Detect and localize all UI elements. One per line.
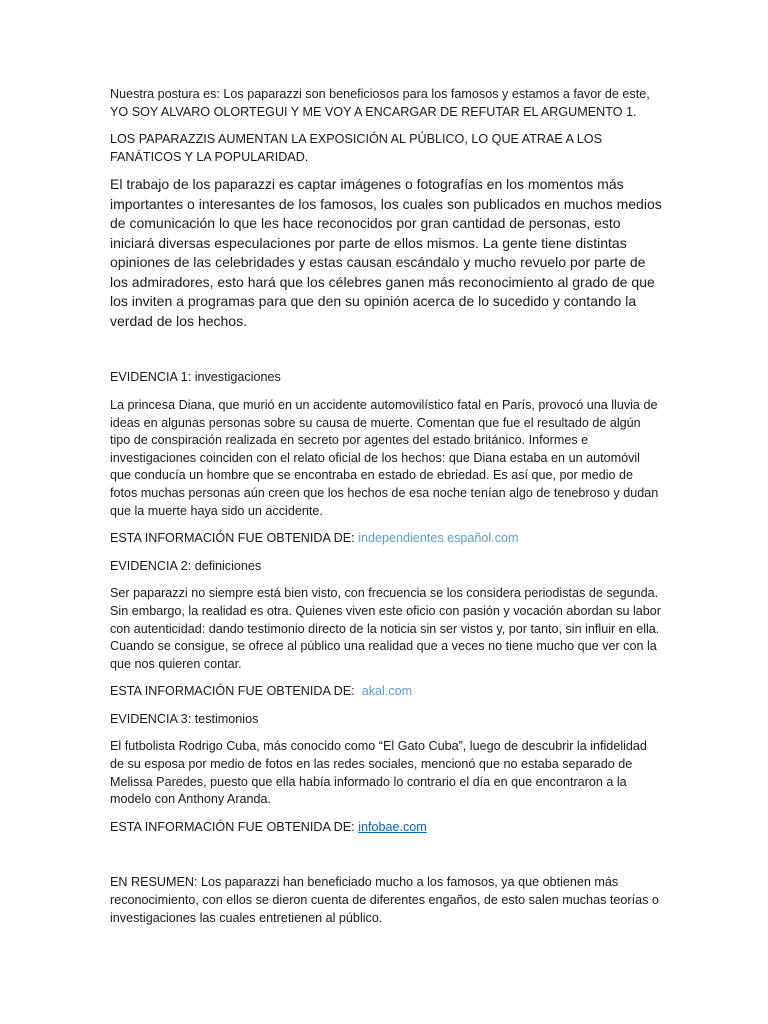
document-page bbox=[110, 86, 662, 927]
summary-paragraph: EN RESUMEN: Los paparazzi han beneficiado mucho a los famosos, ya que obtienen más reconocimiento, con ellos se dieron cuenta de diferentes engaños, de esto salen muchas teorías o investigaciones las cuales entretienen al público. bbox=[110, 875, 659, 925]
source-label: ESTA INFORMACIÓN FUE OBTENIDA DE: bbox=[110, 819, 355, 834]
intro-line-1: Nuestra postura es: Los paparazzi son beneficiosos para los famosos y estamos a favor de este, bbox=[110, 87, 650, 101]
evidence-1-body: La princesa Diana, que murió en un accidente automovilístico fatal en París, provocó una lluvia de ideas en algunas personas sobre su causa de muerte. Comentan que fue el resultado de algún tipo de conspiración realizada en secreto por agentes del estado británico. Informes e investigaciones coinciden con el relato oficial de los hechos: que Diana estaba en un automóvil que conducía un hombre que se encontraba en estado de ebriedad. Es así que, por medio de fotos muchas personas aún creen que los hechos de esa noche tenían algo de tenebroso y dudan que la muerte haya sido un accidente. bbox=[110, 397, 659, 518]
argument-body: El trabajo de los paparazzi es captar imágenes o fotografías en los momentos más importantes o interesantes de los famosos, los cuales son publicados en muchos medios de comunicación lo que les hace reconocidos por gran cantidad de personas, esto iniciará diversas especulaciones por parte de ellos mismos. La gente tiene distintas opiniones de las celebridades y estas causan escándalo y mucho revuelo por parte de los admiradores, esto hará que los célebres ganen más reconocimiento al grado de que los inviten a programas para que den su opinión acerca de lo sucedido y contando la verdad de los hechos. bbox=[110, 176, 662, 329]
evidence-1-title: EVIDENCIA 1: investigaciones bbox=[110, 370, 281, 385]
source-label: ESTA INFORMACIÓN FUE OBTENIDA DE: bbox=[110, 531, 355, 546]
source-link-3[interactable]: infobae.com bbox=[358, 819, 427, 834]
evidence-3-body: El futbolista Rodrigo Cuba, más conocido como “El Gato Cuba”, luego de descubrir la infidelidad de su esposa por medio de fotos en las redes sociales, mencionó que no estaba separado de Melissa Paredes, puesto que ella había informado lo contrario el día en que encontraron a la modelo con Anthony Aranda. bbox=[110, 739, 647, 807]
source-link-1[interactable]: independientes español.com bbox=[358, 531, 519, 546]
evidence-3-source bbox=[110, 819, 662, 837]
argument-heading: LOS PAPARAZZIS AUMENTAN LA EXPOSICIÓN AL PÚBLICO, LO QUE ATRAE A LOS FANÁTICOS Y LA POPULARIDAD. bbox=[110, 132, 603, 164]
evidence-2-title: EVIDENCIA 2: definiciones bbox=[110, 558, 262, 573]
evidence-3-title: EVIDENCIA 3: testimonios bbox=[110, 711, 259, 726]
intro-line-2: YO SOY ALVARO OLORTEGUI Y ME VOY A ENCARGAR DE REFUTAR EL ARGUMENTO 1. bbox=[110, 104, 637, 119]
evidence-2-source bbox=[110, 683, 662, 701]
evidence-2-body: Ser paparazzi no siempre está bien visto, con frecuencia se los considera periodistas de segunda. Sin embargo, la realidad es otra. Quienes viven este oficio con pasión y vocación abordan su labor con autenticidad: dando testimonio directo de la noticia sin ser vistos y, por tanto, sin influir en ella. Cuando se consigue, se ofrece al público una realidad que a veces no tiene mucho que ver con la que nos quieren contar. bbox=[110, 586, 661, 671]
intro-paragraph bbox=[110, 86, 662, 121]
source-link-2[interactable]: akal.com bbox=[361, 684, 413, 699]
evidence-1-source bbox=[110, 530, 662, 548]
source-label: ESTA INFORMACIÓN FUE OBTENIDA DE: bbox=[110, 684, 355, 699]
